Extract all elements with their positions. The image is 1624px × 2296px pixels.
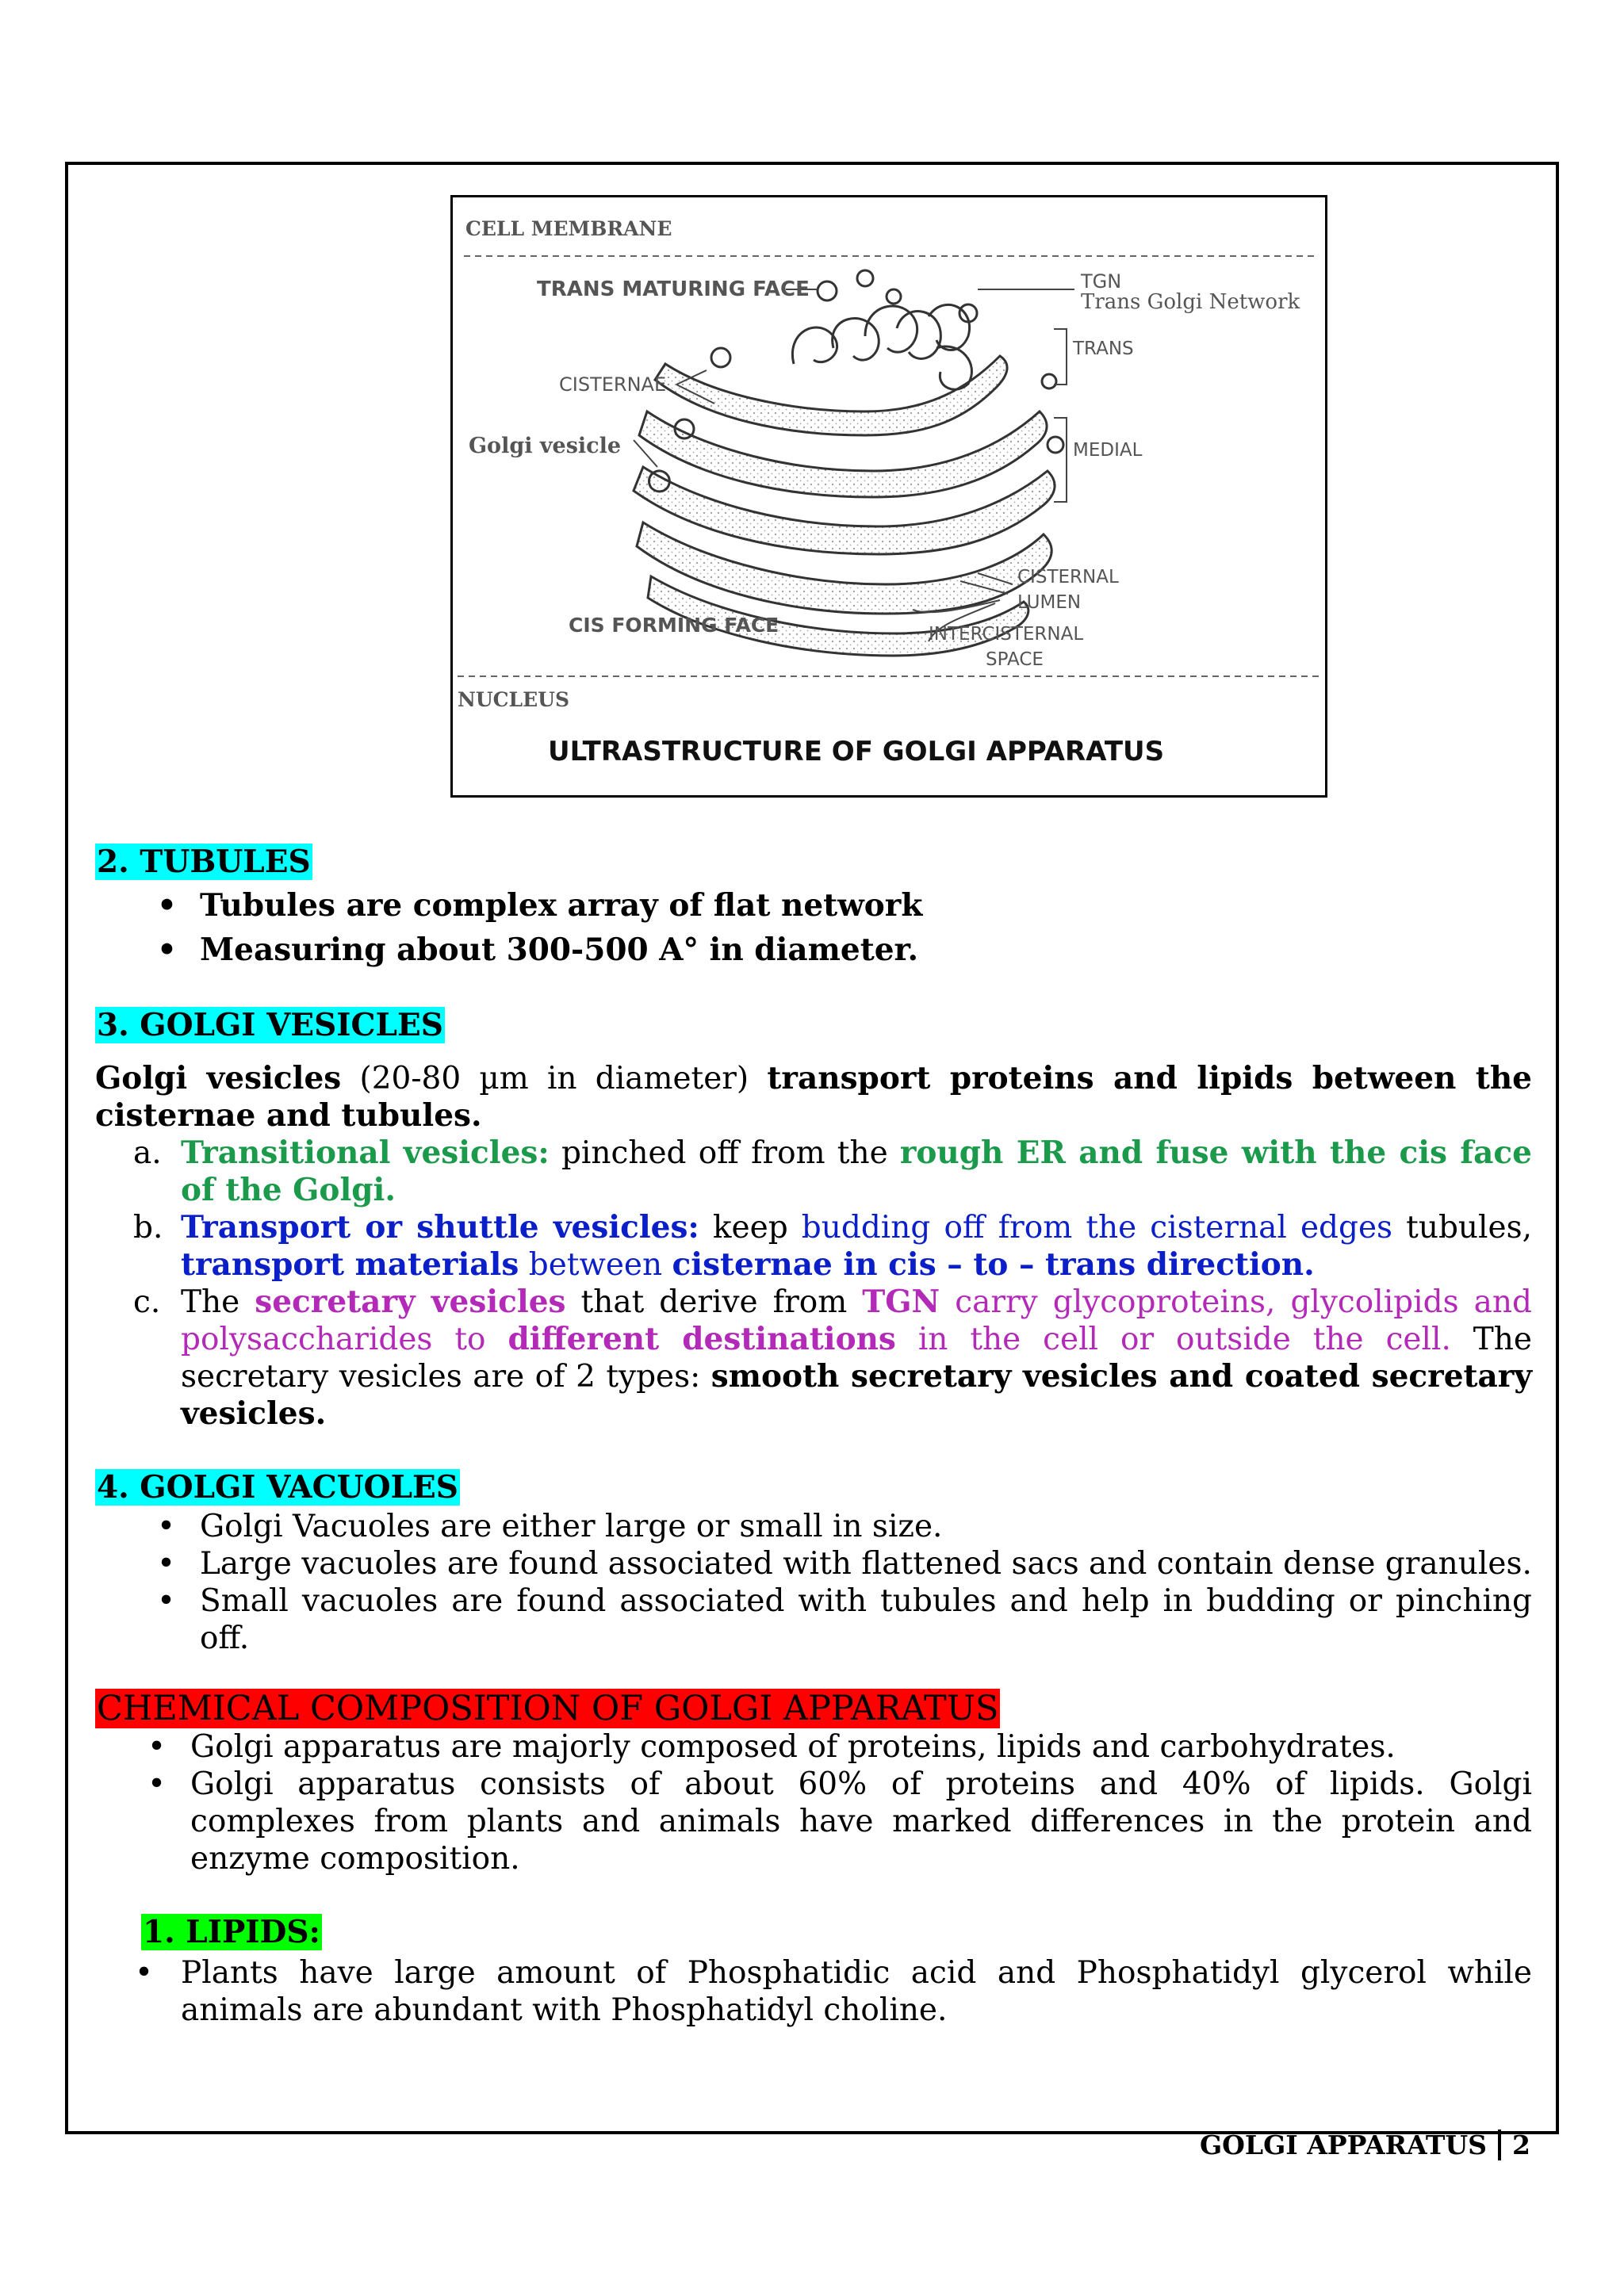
label-trans-maturing-face: TRANS MATURING FACE — [537, 277, 810, 301]
text-span: The secretary vesicles are of 2 types: — [181, 1322, 1532, 1395]
figure-caption: ULTRASTRUCTURE OF GOLGI APPARATUS — [548, 736, 1165, 767]
page-content — [95, 844, 1532, 2029]
transport-title: Transport or shuttle vesicles: — [181, 1209, 699, 1246]
label-intercisternal: INTERCISTERNAL — [929, 624, 1084, 645]
text-span: between — [519, 1247, 672, 1283]
label-lumen: LUMEN — [1017, 592, 1082, 613]
golgi-diagram — [450, 195, 1327, 798]
label-space: SPACE — [986, 649, 1044, 670]
list-item — [95, 1284, 1532, 1433]
vesicles-intro-lead: Golgi vesicles — [95, 1060, 342, 1096]
text-span: rough ER and fuse with the cis face of the Golgi. — [181, 1135, 1532, 1208]
page-footer — [1200, 2130, 1530, 2160]
text-span: that derive from — [565, 1284, 863, 1320]
text-span: cisternae in cis – to – trans direction. — [672, 1246, 1315, 1283]
text-span: transport materials — [181, 1246, 519, 1283]
list-item: • Small vacuoles are found associated with tubules and help in budding or pinching off. — [95, 1582, 1532, 1657]
text-span: secretary vesicles — [255, 1284, 566, 1320]
text-span: in the cell or outside the cell. — [895, 1322, 1451, 1357]
text-span: keep — [699, 1210, 802, 1246]
label-golgi-vesicle: Golgi vesicle — [469, 434, 622, 458]
label-cisternae: CISTERNAE — [559, 373, 667, 396]
list-item: • Large vacuoles are found associated with flattened sacs and contain dense granules. — [95, 1545, 1532, 1582]
transitional-title: Transitional vesicles: — [181, 1135, 550, 1171]
list-item: • Measuring about 300-500 A° in diameter. — [95, 932, 1532, 969]
label-nucleus: NUCLEUS — [458, 688, 570, 711]
label-cisternal: CISTERNAL — [1017, 567, 1119, 587]
tubules-list — [95, 887, 1532, 969]
text-span: pinched off from the — [549, 1135, 900, 1171]
label-trans-golgi-network: Trans Golgi Network — [1081, 290, 1300, 314]
heading-golgi-vesicles: 3. GOLGI VESICLES — [97, 1007, 443, 1043]
text-span: different destinations — [508, 1321, 896, 1357]
text-span: budding off from the cisternal edges — [801, 1210, 1393, 1246]
cisternae-stack — [634, 356, 1055, 656]
list-item — [95, 1135, 1532, 1209]
list-marker: b. — [133, 1210, 163, 1246]
text-span: smooth secretary vesicles and coated secretary vesicles. — [181, 1358, 1532, 1432]
vesicles-intro-rest: transport proteins and lipids between the cisternae and tubules. — [95, 1060, 1532, 1134]
list-item: • Tubules are complex array of flat network — [95, 887, 1532, 924]
label-medial: MEDIAL — [1073, 440, 1143, 461]
text-span: carry glycoproteins, glycolipids and polysaccharides to — [181, 1284, 1532, 1357]
vesicles-types-list — [95, 1135, 1532, 1433]
tgn-tubules — [792, 304, 971, 389]
golgi-diagram-svg — [453, 197, 1325, 795]
label-cis-forming-face: CIS FORMING FACE — [569, 614, 779, 637]
list-marker: c. — [133, 1284, 161, 1320]
list-item: • Golgi Vacuoles are either large or small in size. — [95, 1508, 1532, 1545]
list-marker: a. — [133, 1135, 162, 1171]
vesicles-intro — [95, 1060, 1532, 1135]
heading-golgi-vacuoles: 4. GOLGI VACUOLES — [97, 1469, 458, 1506]
text-span: TGN — [862, 1284, 940, 1320]
list-item: • Golgi apparatus consists of about 60% of proteins and 40% of lipids. Golgi complexes from plants and animals have marked differences in the protein and enzyme composition. — [95, 1766, 1532, 1877]
text-span: The — [181, 1284, 255, 1320]
lipids-list — [95, 1954, 1532, 2029]
heading-lipids: 1. LIPIDS: — [143, 1914, 320, 1950]
page-number: 2 — [1498, 2130, 1530, 2160]
list-item: • Golgi apparatus are majorly composed of proteins, lipids and carbohydrates. — [95, 1728, 1532, 1766]
vacuoles-list — [95, 1508, 1532, 1657]
list-item — [95, 1209, 1532, 1284]
chemical-list — [95, 1728, 1532, 1877]
footer-title: GOLGI APPARATUS — [1199, 2130, 1488, 2160]
list-item: • Plants have large amount of Phosphatidic acid and Phosphatidyl glycerol while animals are abundant with Phosphatidyl choline. — [95, 1954, 1532, 2029]
text-span: tubules, — [1392, 1210, 1533, 1246]
vesicles-intro-paren: (20-80 µm in diameter) — [341, 1061, 768, 1096]
heading-chemical-composition: CHEMICAL COMPOSITION OF GOLGI APPARATUS — [97, 1689, 999, 1728]
label-tgn: TGN — [1081, 270, 1122, 293]
label-cell-membrane: CELL MEMBRANE — [465, 217, 672, 240]
label-trans: TRANS — [1073, 339, 1134, 359]
heading-tubules: 2. TUBULES — [97, 844, 311, 880]
